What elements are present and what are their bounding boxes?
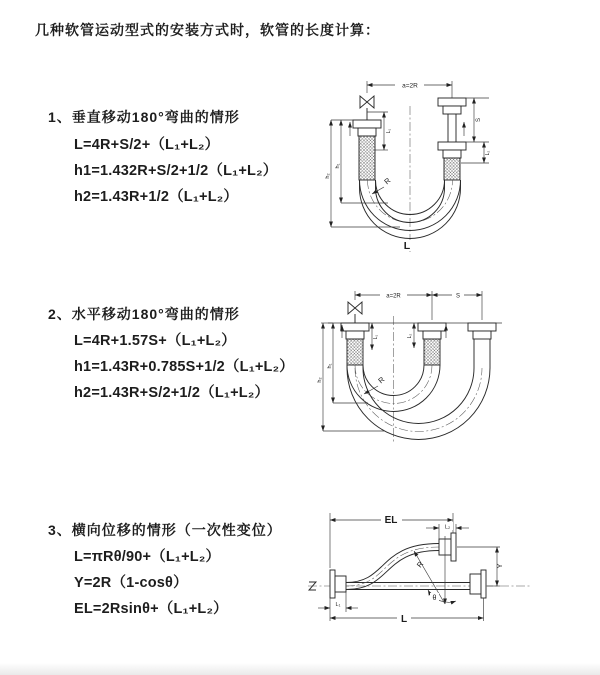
dim-label-l1: L₁ [373, 334, 379, 340]
dim-label-el: EL [384, 515, 398, 526]
section-2-heading: 2、水平移动180°弯曲的情形 [48, 306, 240, 322]
flange [341, 323, 369, 331]
dim-label-s: S [476, 117, 482, 123]
formula-line: L=4R+1.57S+（L₁+L₂） [74, 333, 236, 349]
dim-label-r: R [376, 374, 387, 386]
formula-line: h1=1.43R+0.785S+1/2（L₁+L₂） [74, 359, 294, 375]
dim-label-l: L [400, 614, 408, 625]
section-2-formulas [74, 328, 294, 406]
flange [470, 574, 481, 594]
dim-label-l2: L₂ [407, 333, 413, 339]
hose-curve [346, 544, 439, 583]
section-1-heading: 1、垂直移动180°弯曲的情形 [48, 109, 240, 125]
section-1-formulas [74, 132, 277, 210]
dim-label-l1: L₁ [335, 602, 341, 608]
formula-line: h2=1.43R+1/2（L₁+L₂） [74, 189, 239, 205]
braided-hose-section [424, 339, 440, 365]
braided-hose-section [444, 158, 460, 180]
dim-label-h2: h₂ [325, 173, 331, 179]
lateral-displacement-diagram [300, 500, 600, 650]
formula-line: Y=2R（1-cosθ） [74, 575, 188, 591]
dim-label-y: Y [495, 563, 504, 569]
flange [330, 570, 335, 598]
flange [468, 323, 496, 331]
dim-label-theta: θ [432, 595, 437, 602]
dim-label-a2r: a=2R [402, 82, 418, 90]
valve-icon [360, 96, 374, 108]
vertical-bend-diagram [300, 70, 590, 260]
dim-label-h1: h₁ [327, 363, 333, 369]
dim-label-l: L [403, 240, 411, 252]
horizontal-bend-diagram [300, 280, 600, 470]
section-3-formulas [74, 544, 228, 622]
radius-line [414, 551, 445, 604]
flange [353, 120, 381, 128]
dim-label-l2: L₂ [485, 150, 491, 156]
braided-hose-section [359, 136, 375, 180]
dim-label-r: R [382, 175, 393, 187]
dim-label-l1: L₁ [386, 128, 392, 134]
dim-label-h2: h₂ [317, 377, 323, 383]
dim-label-r: R [414, 559, 426, 570]
formula-line: L=4R+S/2+（L₁+L₂） [74, 137, 220, 153]
dim-label-s: S [455, 293, 461, 300]
formula-line: h2=1.43R+S/2+1/2（L₁+L₂） [74, 385, 270, 401]
braided-hose-section [347, 339, 363, 365]
valve-icon [348, 302, 362, 314]
dim-label-h1: h₁ [335, 163, 341, 169]
formula-line: h1=1.432R+S/2+1/2（L₁+L₂） [74, 163, 278, 179]
page-edge-shadow [0, 663, 600, 675]
dim-label-l2: L₂ [444, 524, 451, 531]
page-title: 几种软管运动型式的安装方式时，软管的长度计算： [35, 22, 380, 38]
formula-line: EL=2Rsinθ+（L₁+L₂） [74, 601, 228, 617]
flange [438, 142, 466, 150]
formula-line: L=πRθ/90+（L₁+L₂） [74, 549, 221, 565]
flange [418, 323, 446, 331]
section-3-heading: 3、横向位移的情形（一次性变位） [48, 522, 282, 538]
dim-label-a2r: a=2R [386, 293, 401, 300]
flange [438, 98, 466, 106]
